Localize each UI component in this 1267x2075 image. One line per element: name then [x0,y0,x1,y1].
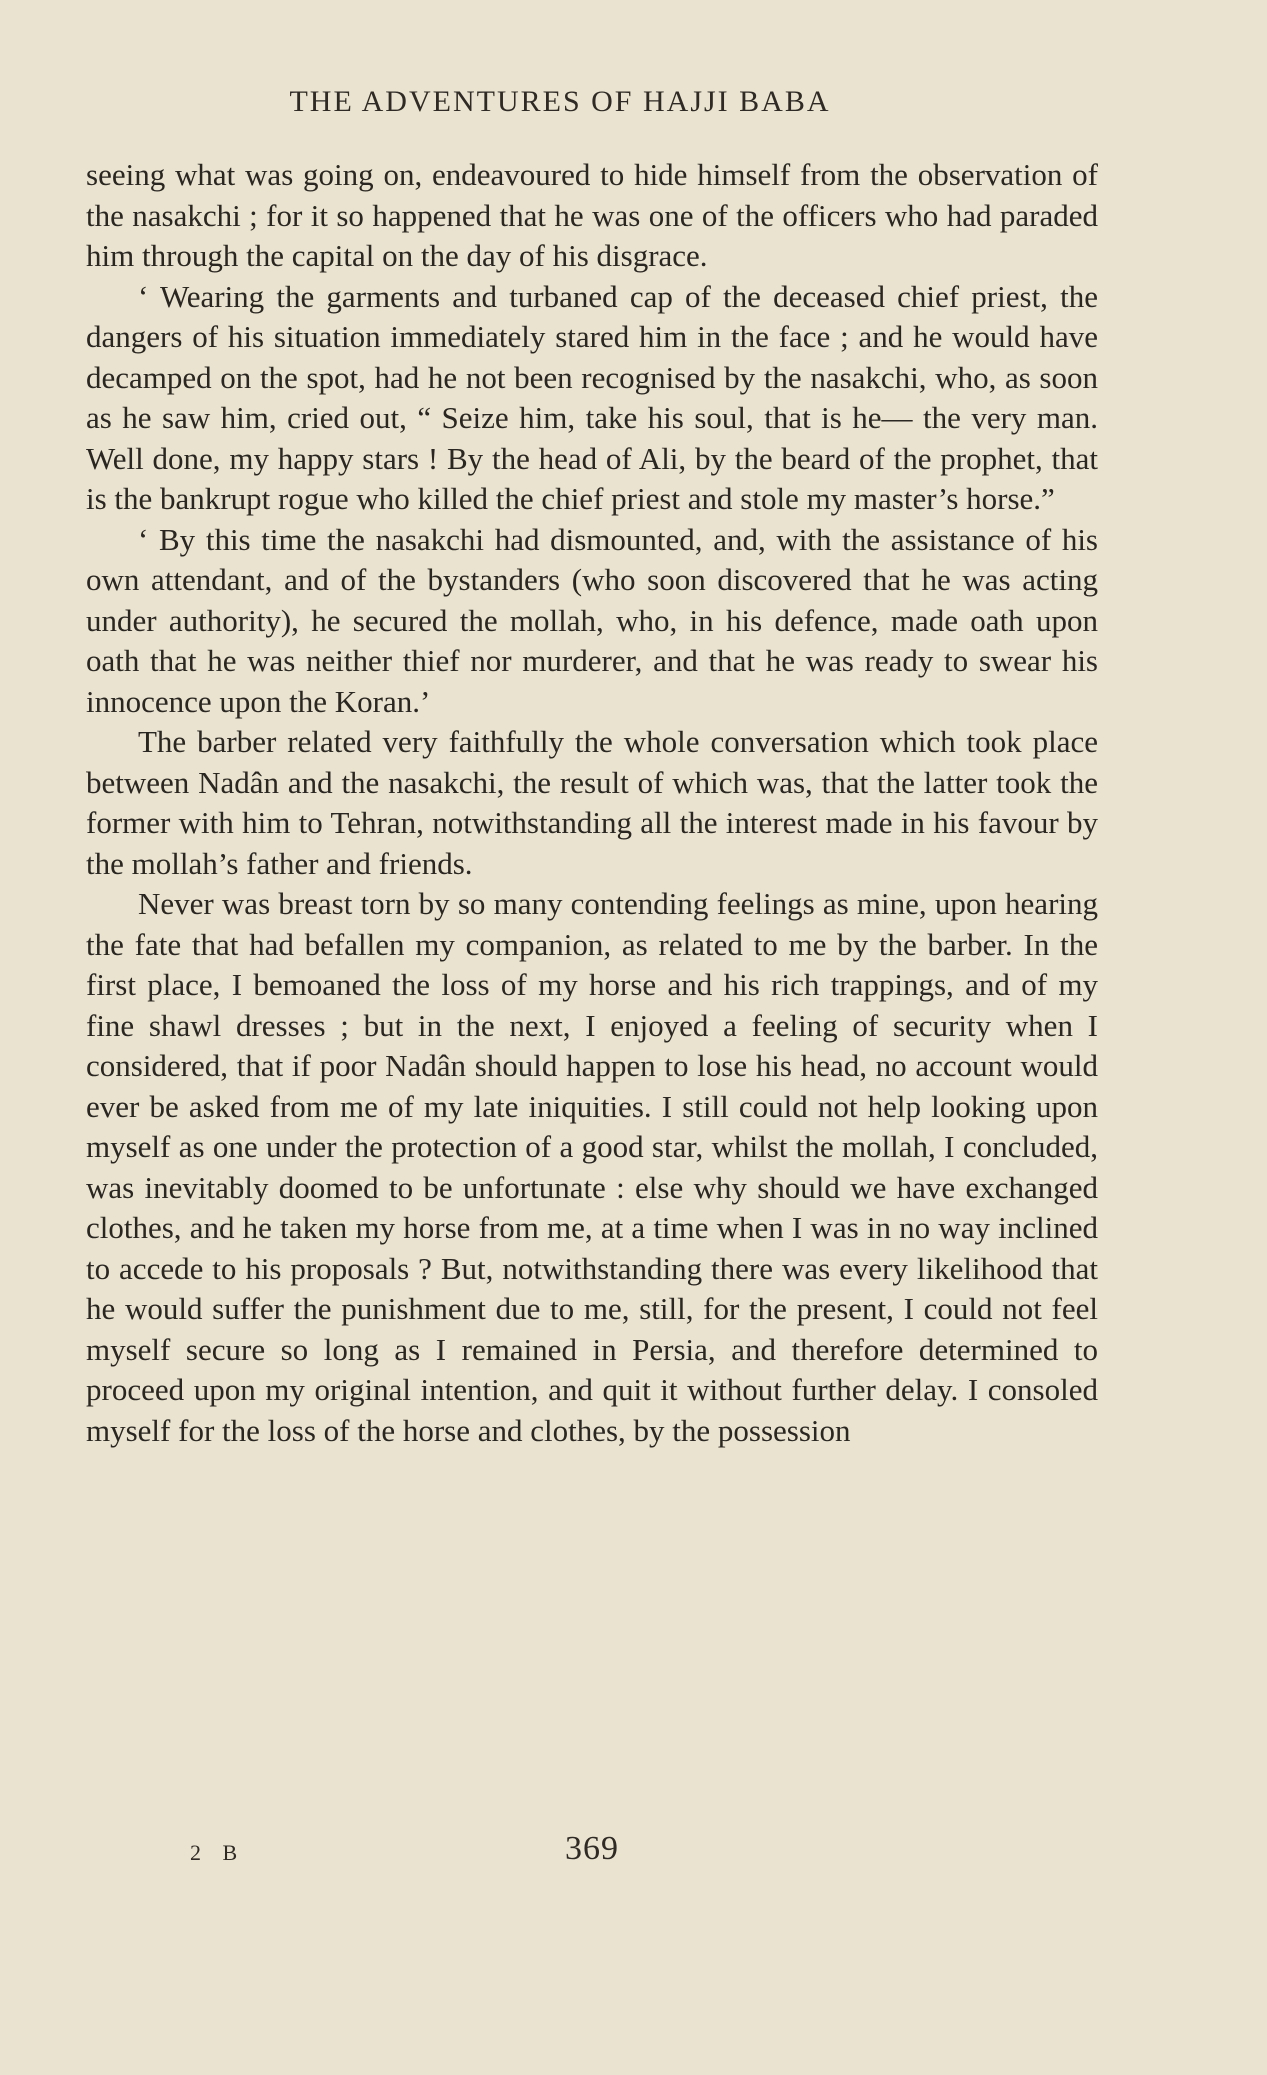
paragraph-3: ‘ By this time the nasakchi had dismounted, and, with the assistance of his own attendant, and of the bystanders (who soon discovered that he was acting under authority), he secured the mollah, who, in his defence, made oath upon oath that he was neither thief nor murderer, and that he was ready to swear his innocence upon the Koran.’ [86,521,1098,719]
running-head: THE ADVENTURES OF HAJJI BABA [289,85,831,118]
paragraph-2: ‘ Wearing the garments and turbaned cap of the deceased chief priest, the dangers of his situation immediately stared him in the face ; and he would have decamped on the spot, had he not been recognised by the nasakchi, who, as soon as he saw him, cried out, “ Seize him, take his soul, that is he— the very man. Well done, my happy stars ! By the head of Ali, by the beard of the prophet, that is the bankrupt rogue who killed the chief priest and stole my master’s horse.” [86,278,1098,516]
paragraph-5: Never was breast torn by so many contending feelings as mine, upon hearing the fate that had befallen my companion, as related to me by the barber. In the first place, I bemoaned the loss of my horse and his rich trappings, and of my fine shawl dresses ; but in the next, I enjoyed a feeling of security when I considered, that if poor Nadân should happen to lose his head, no account would ever be asked from me of my late iniquities. I still could not help looking upon myself as one under the protection of a good star, whilst the mollah, I concluded, was inevitably doomed to be unfortunate : else why should we have exchanged clothes, and he taken my horse from me, at a time when I was in no way inclined to accede to his proposals ? But, notwithstanding there was every likelihood that he would suffer the punishment due to me, still, for the present, I could not feel myself secure so long as I remained in Persia, and therefore determined to proceed upon my original intention, and quit it without further delay. I consoled myself for the loss of the horse and clothes, by the possession [86,886,1098,1448]
signature-mark: 2 B [190,1840,246,1865]
paragraph-1: seeing what was going on, endeavoured to hide himself from the observation of the nasakchi ; for it so happened that he was one of the officers who had paraded him through the capital on the day of his disgrace. [86,157,1098,273]
paragraph-4: The barber related very faithfully the whole conversation which took place between Nadân and the nasakchi, the result of which was, that the latter took the former with him to Tehran, notwithstanding all the interest made in his favour by the mollah’s father and friends. [86,724,1098,881]
page-number: 369 [565,1830,619,1867]
body-text [86,155,1098,1451]
